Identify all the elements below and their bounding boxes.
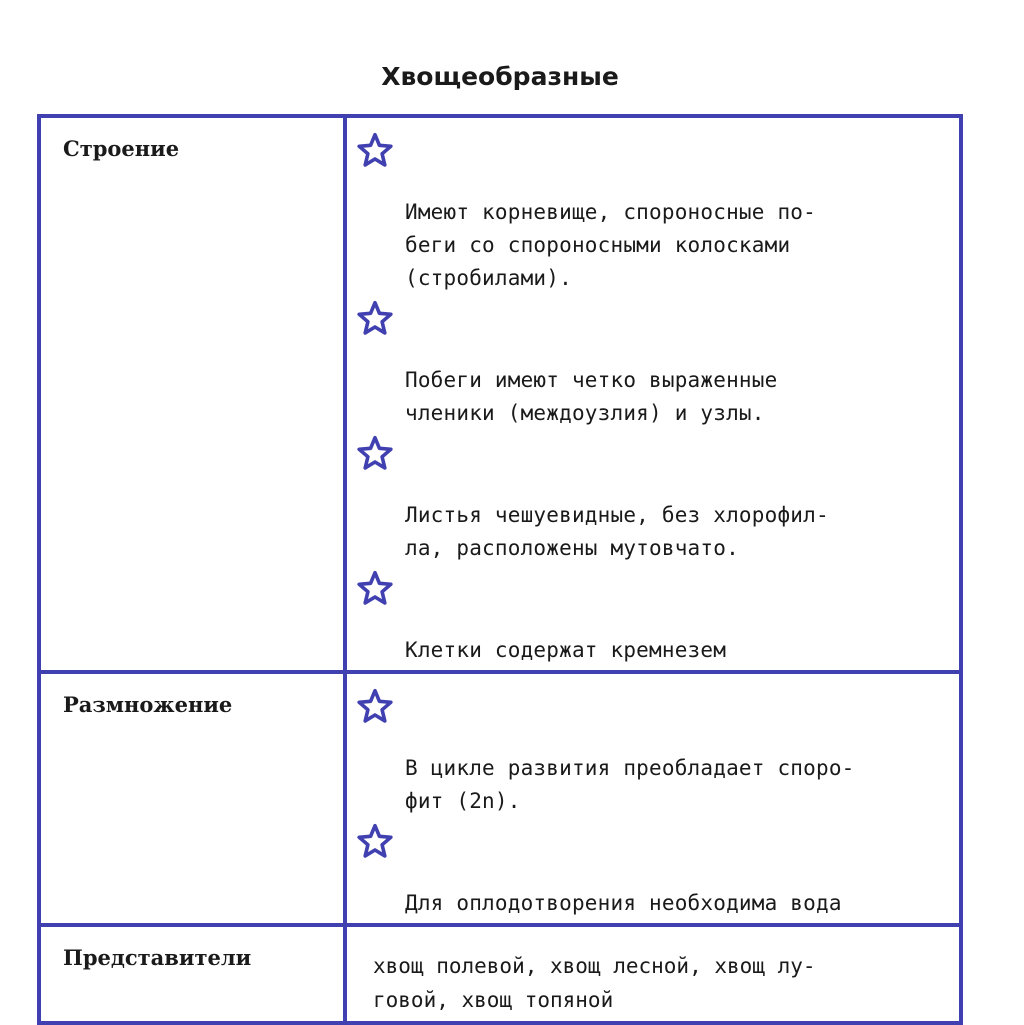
list-item (357, 821, 949, 920)
table-row-reproduction (39, 672, 961, 925)
row-content-structure (345, 116, 961, 672)
star-icon (357, 688, 393, 724)
list-item-text: Имеют корневище, спороносные по- беги со спороносными колосками (стробилами). (405, 200, 816, 290)
list-item-text: В цикле развития преобладает споро- фит (2n). (405, 756, 855, 813)
table-row-representatives (39, 925, 961, 1023)
row-label-structure: Строение (39, 116, 345, 672)
row-label-reproduction: Размножение (39, 672, 345, 925)
representatives-text: хвощ полевой, хвощ лесной, хвощ лу- говой, хвощ топяной (373, 954, 816, 1012)
list-item-text: Для оплодотворения необходима вода (405, 891, 842, 915)
table-row-structure (39, 116, 961, 672)
star-icon (357, 300, 393, 336)
list-item (357, 568, 949, 667)
list-item-text: Клетки содержат кремнезем (405, 638, 727, 662)
list-item (357, 686, 949, 818)
star-icon (357, 132, 393, 168)
star-icon (357, 823, 393, 859)
page-title: Хвощеобразные (381, 62, 619, 91)
list-item-text: Листья чешуевидные, без хлорофил- ла, расположены мутовчато. (405, 503, 829, 560)
list-item-text: Побеги имеют четко выраженные членики (междоузлия) и узлы. (405, 368, 778, 425)
row-content-reproduction (345, 672, 961, 925)
row-content-representatives (345, 925, 961, 1023)
list-item (357, 130, 949, 295)
star-icon (357, 435, 393, 471)
row-label-representatives: Представители (39, 925, 345, 1023)
list-item (357, 433, 949, 565)
list-item (357, 298, 949, 430)
star-icon (357, 570, 393, 606)
horsetails-table (37, 114, 963, 1025)
